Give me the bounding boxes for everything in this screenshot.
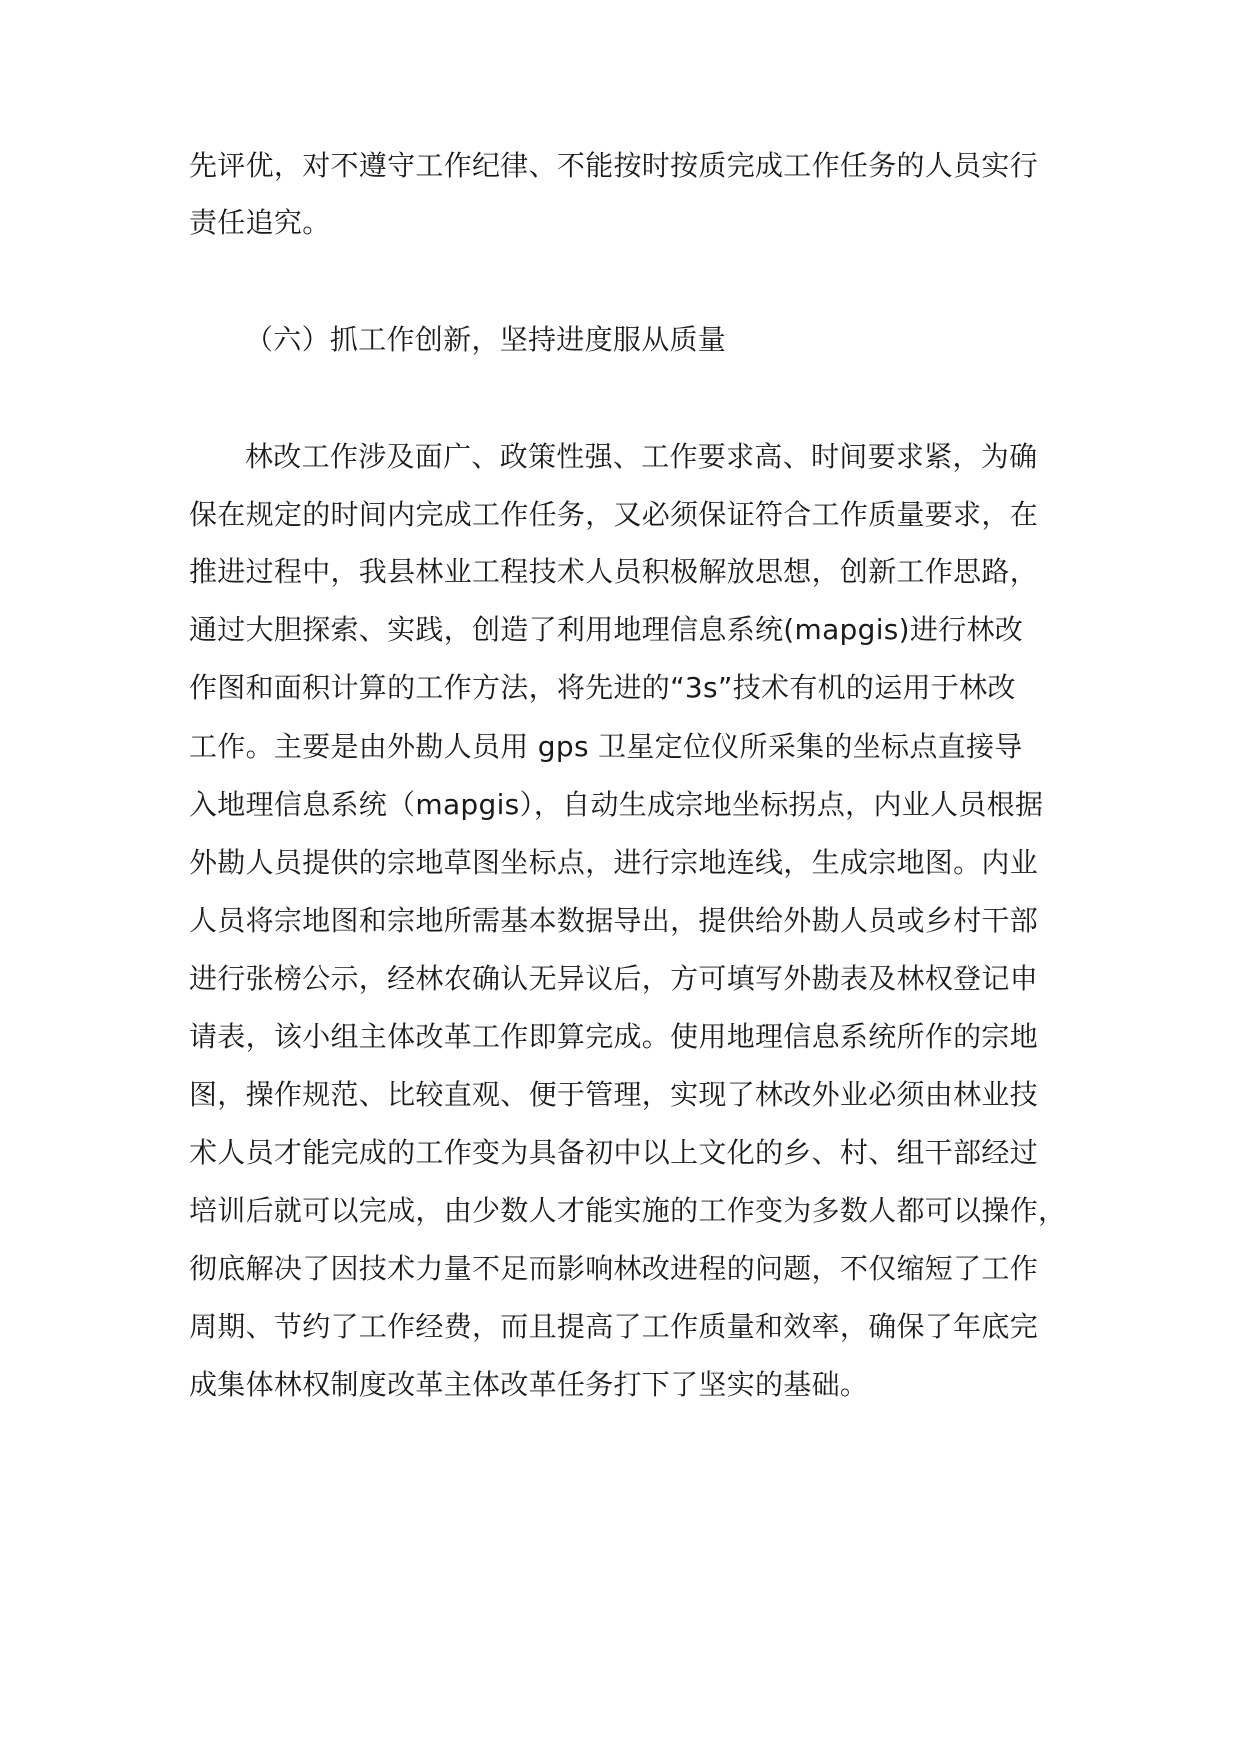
paragraph-line-2: 保在规定的时间内完成工作任务，又必须保证符合工作质量要求，在 <box>189 498 1039 531</box>
paragraph-line-1: 林改工作涉及面广、政策性强、工作要求高、时间要求紧，为确 <box>245 440 1038 473</box>
section-heading: （六）抓工作创新，坚持进度服从质量 <box>245 323 727 356</box>
paragraph-line-6: 工作。主要是由外勘人员用 gps 卫星定位仪所采集的坐标点直接导 <box>189 730 1023 763</box>
paragraph-line-8: 外勘人员提供的宗地草图坐标点，进行宗地连线，生成宗地图。内业 <box>189 846 1039 879</box>
paragraph-line-4: 通过大胆探索、实践，创造了利用地理信息系统(mapgis)进行林改 <box>189 613 1024 646</box>
continuation-line-1: 先评优，对不遵守工作纪律、不能按时按质完成工作任务的人员实行 <box>189 149 1039 182</box>
paragraph-line-12: 图，操作规范、比较直观、便于管理，实现了林改外业必须由林业技 <box>189 1078 1039 1111</box>
paragraph-line-14: 培训后就可以完成，由少数人才能实施的工作变为多数人都可以操作， <box>189 1194 1067 1227</box>
paragraph-line-15: 彻底解决了因技术力量不足而影响林改进程的问题，不仅缩短了工作 <box>189 1252 1039 1285</box>
paragraph-line-13: 术人员才能完成的工作变为具备初中以上文化的乡、村、组干部经过 <box>189 1136 1039 1169</box>
paragraph-line-17: 成集体林权制度改革主体改革任务打下了坚实的基础。 <box>189 1368 869 1401</box>
paragraph-line-7: 入地理信息系统（mapgis），自动生成宗地坐标拐点，内业人员根据 <box>189 788 1044 821</box>
paragraph-line-3: 推进过程中，我县林业工程技术人员积极解放思想，创新工作思路， <box>189 555 1039 588</box>
paragraph-line-9: 人员将宗地图和宗地所需基本数据导出，提供给外勘人员或乡村干部 <box>189 904 1039 937</box>
paragraph-line-10: 进行张榜公示，经林农确认无异议后，方可填写外勘表及林权登记申 <box>189 962 1039 995</box>
paragraph-line-11: 请表，该小组主体改革工作即算完成。使用地理信息系统所作的宗地 <box>189 1020 1039 1053</box>
paragraph-line-5: 作图和面积计算的工作方法，将先进的“3s”技术有机的运用于林改 <box>189 671 1016 704</box>
continuation-line-2: 责任追究。 <box>189 206 331 239</box>
paragraph-line-16: 周期、节约了工作经费，而且提高了工作质量和效率，确保了年底完 <box>189 1310 1039 1343</box>
